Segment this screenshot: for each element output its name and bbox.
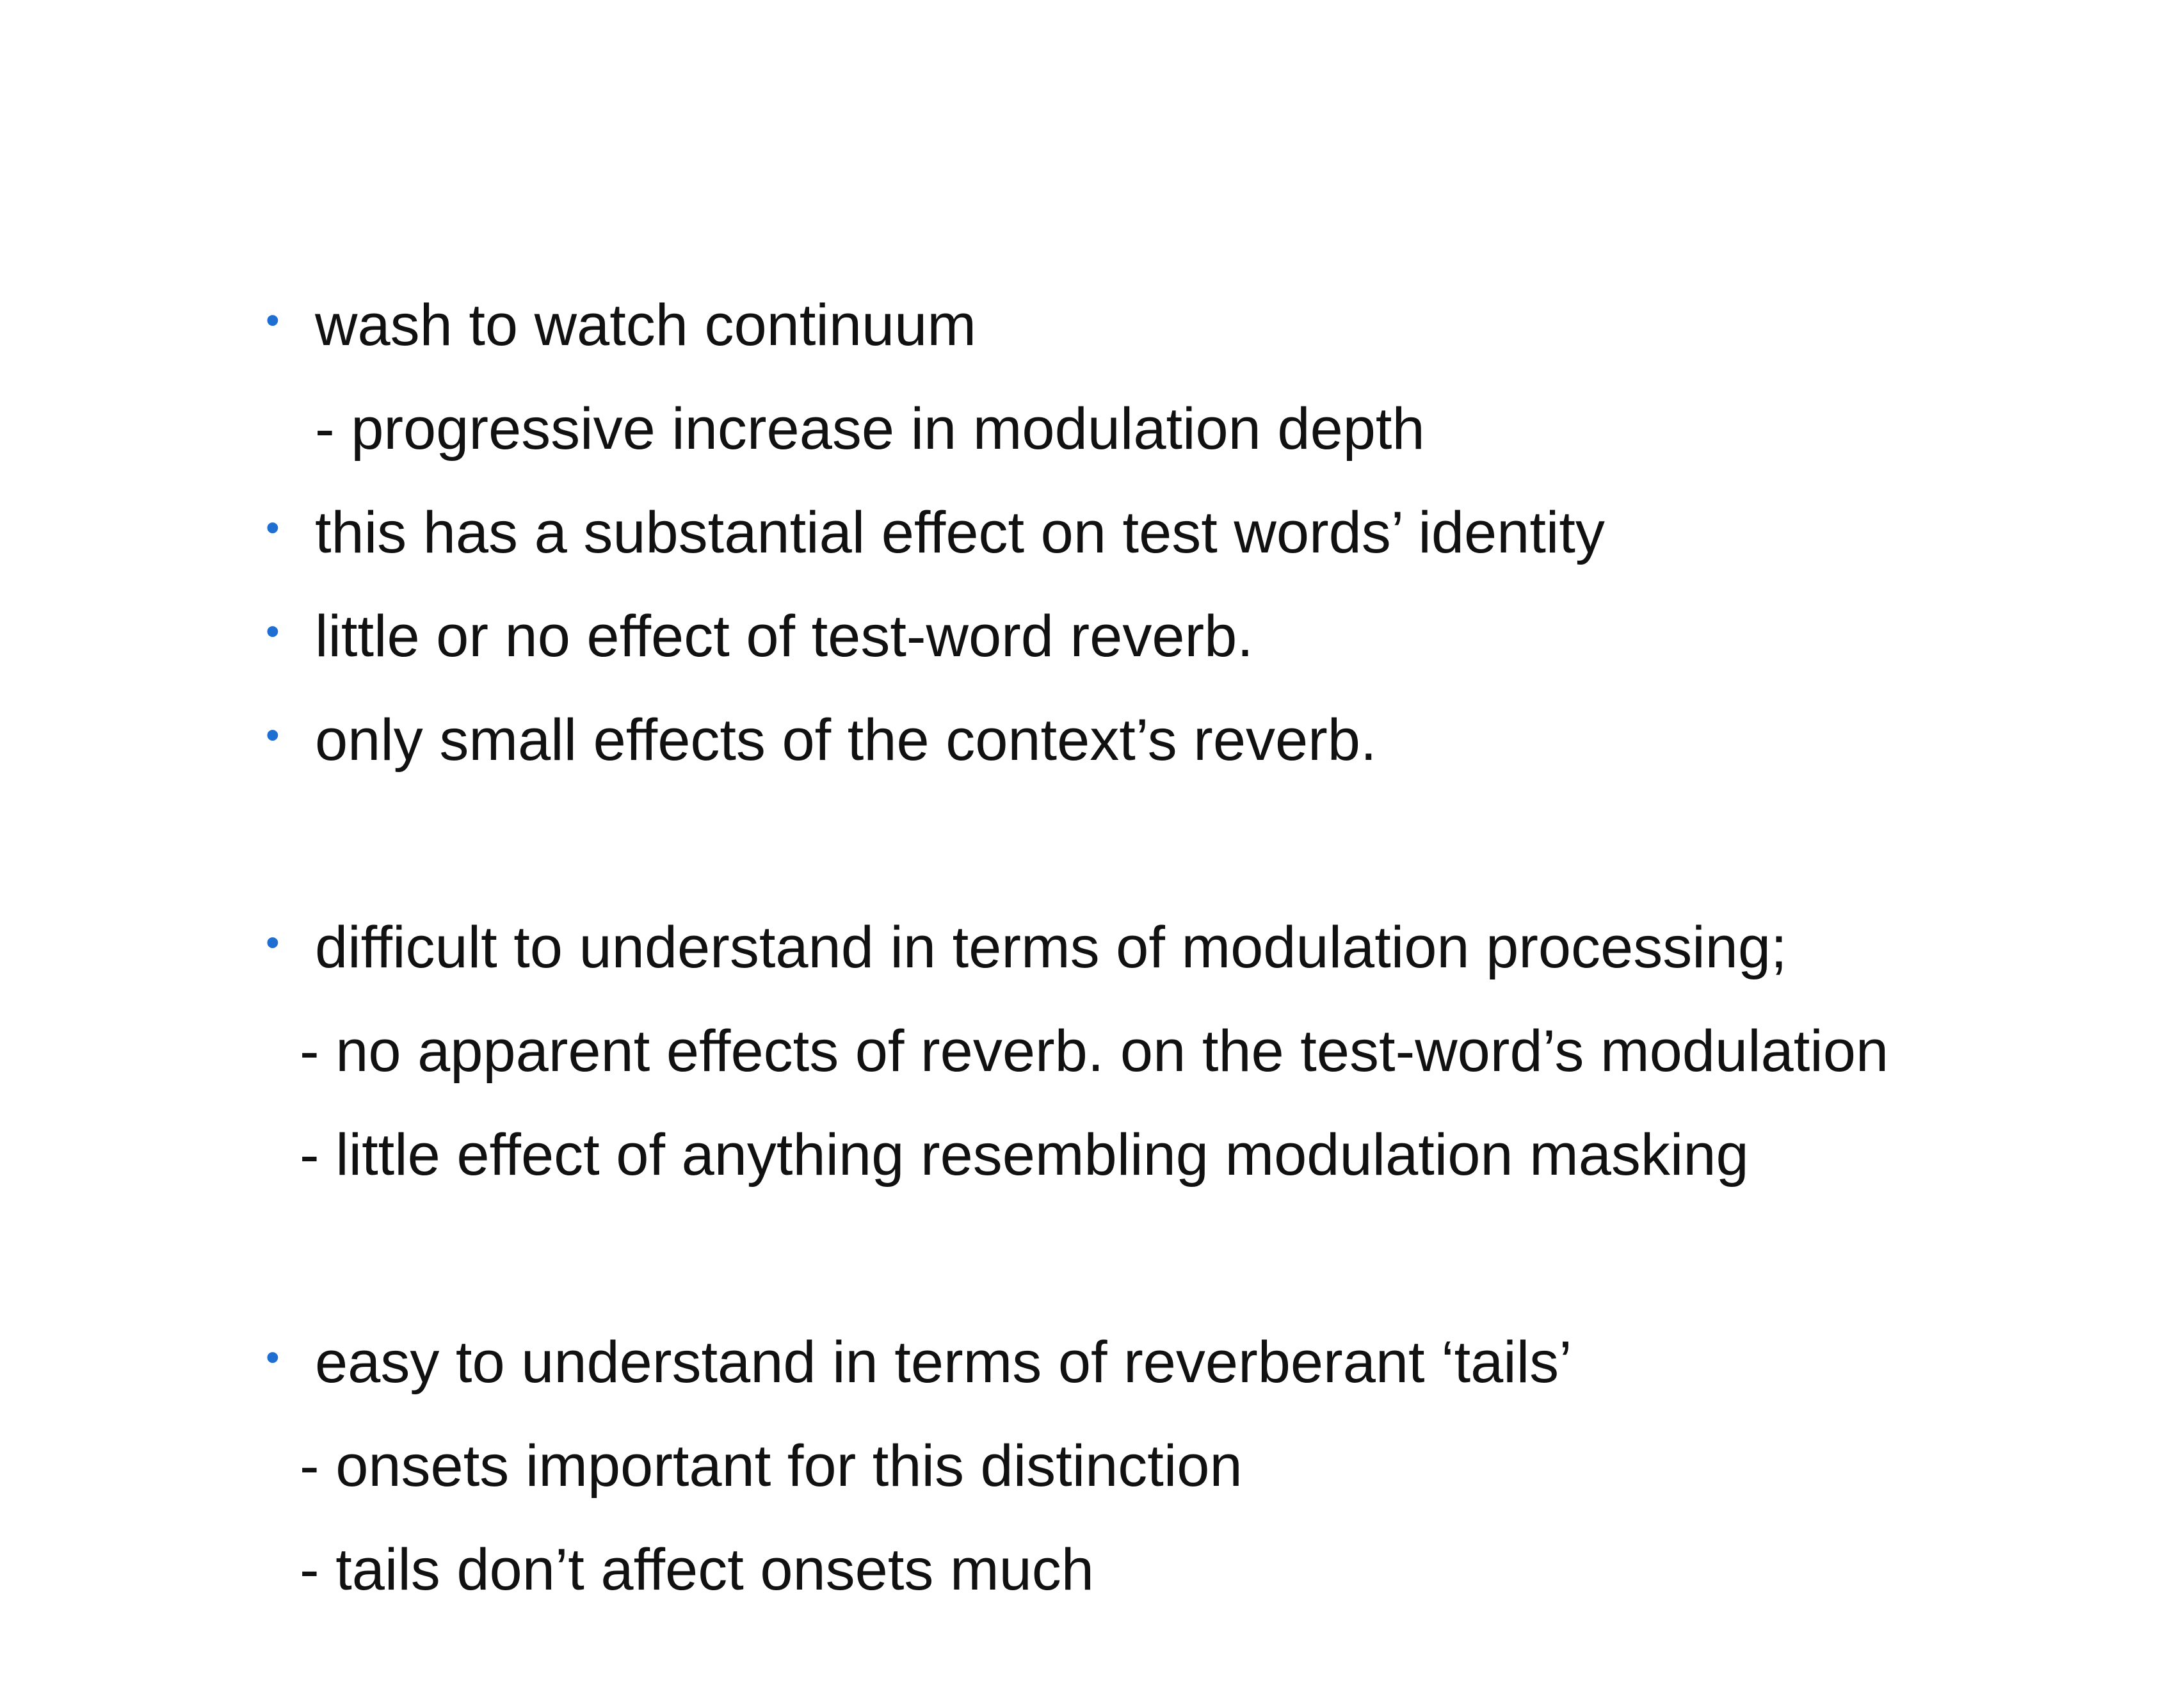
sub-item: - tails don’t affect onsets much	[300, 1537, 1094, 1602]
sub-item: - progressive increase in modulation depth	[315, 396, 1425, 462]
bullet-icon: •	[266, 1335, 280, 1380]
list-item: only small effects of the context’s reverb.	[315, 707, 1377, 773]
list-item: difficult to understand in terms of modulation processing;	[315, 915, 1787, 980]
list-item: wash to watch continuum	[315, 293, 976, 358]
bullet-icon: •	[266, 506, 280, 550]
list-item: easy to understand in terms of reverberant ‘tails’	[315, 1330, 1572, 1395]
bullet-icon: •	[266, 921, 280, 965]
sub-item: - onsets important for this distinction	[300, 1433, 1243, 1499]
list-item: this has a substantial effect on test words’ identity	[315, 500, 1605, 565]
sub-item: - no apparent effects of reverb. on the test-word’s modulation	[300, 1019, 1889, 1084]
list-item: little or no effect of test-word reverb.	[315, 604, 1253, 669]
bullet-icon: •	[266, 609, 280, 654]
bullet-icon: •	[266, 713, 280, 757]
sub-item: - little effect of anything resembling modulation masking	[300, 1122, 1749, 1188]
bullet-icon: •	[266, 298, 280, 342]
